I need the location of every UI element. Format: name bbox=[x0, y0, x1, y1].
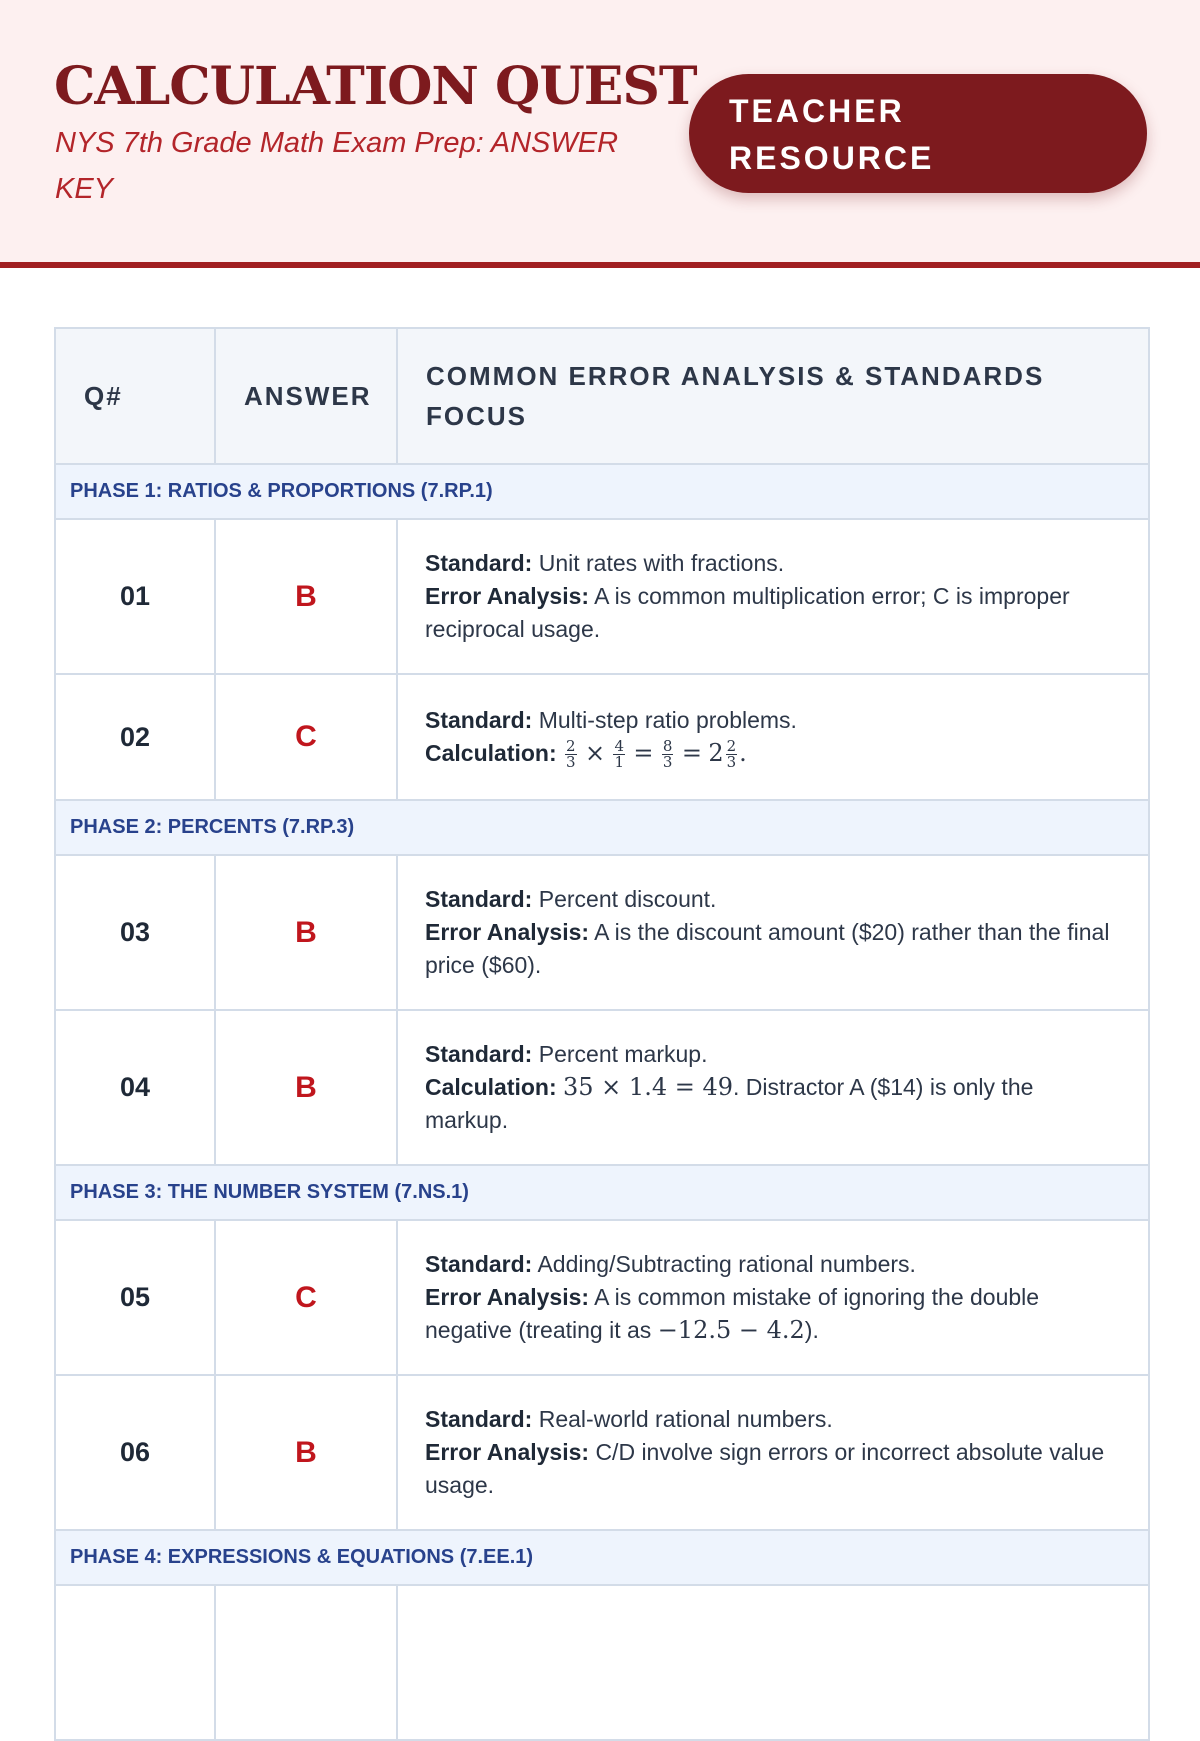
standard-label: Standard: bbox=[425, 550, 533, 576]
phase-row bbox=[55, 1530, 1149, 1585]
fraction: $\frac{8}{3}$ bbox=[662, 737, 673, 772]
standard-line bbox=[425, 547, 1122, 580]
answer-key-table bbox=[54, 327, 1150, 1741]
table-row bbox=[55, 855, 1149, 1010]
question-number: 05 bbox=[55, 1220, 215, 1375]
phase-label: PHASE 1: RATIOS & PROPORTIONS (7.RP.1) bbox=[55, 464, 1149, 519]
page-header bbox=[0, 0, 1200, 268]
standard-line bbox=[425, 883, 1122, 916]
analysis-cell bbox=[397, 1220, 1149, 1375]
table-row bbox=[55, 1375, 1149, 1530]
answer-letter: C bbox=[215, 674, 397, 800]
column-header-analysis: COMMON ERROR ANALYSIS & STANDARDS FOCUS bbox=[397, 328, 1149, 464]
math-operator: = bbox=[633, 738, 654, 767]
phase-label: PHASE 4: EXPRESSIONS & EQUATIONS (7.EE.1) bbox=[55, 1530, 1149, 1585]
question-number: 06 bbox=[55, 1375, 215, 1530]
analysis-cell bbox=[397, 1375, 1149, 1530]
standard-line bbox=[425, 704, 1122, 737]
error-analysis-text: A is the discount amount ($20) rather than the final price ($60). bbox=[425, 919, 1110, 978]
question-number: 02 bbox=[55, 674, 215, 800]
standard-text: Adding/Subtracting rational numbers. bbox=[537, 1251, 916, 1277]
error-analysis-text: A is common multiplication error; C is improper reciprocal usage. bbox=[425, 583, 1070, 642]
standard-text: Percent discount. bbox=[538, 886, 717, 912]
answer-letter: C bbox=[215, 1220, 397, 1375]
mixed-number-whole: 2 bbox=[708, 738, 724, 767]
standard-line bbox=[425, 1403, 1122, 1436]
table-row bbox=[55, 674, 1149, 800]
standard-label: Standard: bbox=[425, 1041, 533, 1067]
analysis-cell bbox=[397, 519, 1149, 674]
math-period: . bbox=[739, 738, 747, 767]
calculation-line bbox=[425, 1071, 1122, 1137]
analysis-cell bbox=[397, 1585, 1149, 1740]
phase-row bbox=[55, 800, 1149, 855]
answer-letter: B bbox=[215, 1010, 397, 1165]
table-row bbox=[55, 1010, 1149, 1165]
error-analysis-line bbox=[425, 580, 1122, 646]
standard-text: Real-world rational numbers. bbox=[538, 1406, 833, 1432]
error-analysis-text: A is common mistake of ignoring the double negative (treating it as bbox=[425, 1284, 1040, 1343]
standard-label: Standard: bbox=[425, 706, 533, 733]
teacher-resource-badge: TEACHER RESOURCE bbox=[689, 74, 1147, 193]
standard-text: Percent markup. bbox=[538, 1041, 708, 1067]
error-analysis-label: Error Analysis: bbox=[425, 1439, 590, 1465]
standard-label: Standard: bbox=[425, 1251, 533, 1277]
question-number: 03 bbox=[55, 855, 215, 1010]
standard-label: Standard: bbox=[425, 1406, 533, 1432]
table-row bbox=[55, 1220, 1149, 1375]
error-analysis-label: Error Analysis: bbox=[425, 919, 590, 945]
standard-line bbox=[425, 1248, 1122, 1281]
error-analysis-label: Error Analysis: bbox=[425, 583, 590, 609]
error-analysis-line bbox=[425, 1281, 1122, 1347]
question-number bbox=[55, 1585, 215, 1740]
error-analysis-math: −12.5 − 4.2 bbox=[657, 1316, 805, 1344]
standard-line bbox=[425, 1038, 1122, 1071]
question-number: 01 bbox=[55, 519, 215, 674]
fraction: $\frac{2}{3}$ bbox=[726, 737, 737, 772]
answer-letter: B bbox=[215, 1375, 397, 1530]
analysis-cell bbox=[397, 855, 1149, 1010]
calculation-label: Calculation: bbox=[425, 739, 557, 766]
fraction: $\frac{2}{3}$ bbox=[566, 737, 576, 772]
standard-text: Multi-step ratio problems. bbox=[538, 706, 797, 733]
calculation-text: . Distractor A ($14) is only the markup. bbox=[425, 1074, 1034, 1133]
error-analysis-text: C/D involve sign errors or incorrect absolute value usage. bbox=[425, 1439, 1105, 1498]
math-operator: × bbox=[584, 738, 606, 767]
phase-label: PHASE 2: PERCENTS (7.RP.3) bbox=[55, 800, 1149, 855]
column-header-answer: ANSWER bbox=[215, 328, 397, 464]
answer-letter: B bbox=[215, 519, 397, 674]
page-title: CALCULATION QUEST bbox=[54, 56, 697, 117]
table-row bbox=[55, 1585, 1149, 1740]
standard-label: Standard: bbox=[425, 886, 533, 912]
phase-row bbox=[55, 1165, 1149, 1220]
error-analysis-tail: ). bbox=[804, 1317, 819, 1343]
calculation-label: Calculation: bbox=[425, 1074, 557, 1100]
error-analysis-line bbox=[425, 1436, 1122, 1502]
phase-row bbox=[55, 464, 1149, 519]
error-analysis-line bbox=[425, 916, 1122, 982]
table-row bbox=[55, 519, 1149, 674]
question-number: 04 bbox=[55, 1010, 215, 1165]
analysis-cell bbox=[397, 674, 1149, 800]
calculation-line bbox=[425, 737, 1122, 770]
answer-letter bbox=[215, 1585, 397, 1740]
column-header-qnum: Q# bbox=[55, 328, 215, 464]
error-analysis-label: Error Analysis: bbox=[425, 1284, 590, 1310]
phase-label: PHASE 3: THE NUMBER SYSTEM (7.NS.1) bbox=[55, 1165, 1149, 1220]
standard-text: Unit rates with fractions. bbox=[538, 550, 785, 576]
page-subtitle: NYS 7th Grade Math Exam Prep: ANSWER KEY bbox=[55, 127, 619, 205]
analysis-cell bbox=[397, 1010, 1149, 1165]
math-operator: = bbox=[681, 738, 702, 767]
fraction: $\frac{4}{1}$ bbox=[614, 737, 624, 772]
answer-letter: B bbox=[215, 855, 397, 1010]
calculation-math: 35 × 1.4 = 49 bbox=[563, 1073, 733, 1101]
table-header-row bbox=[55, 328, 1149, 464]
